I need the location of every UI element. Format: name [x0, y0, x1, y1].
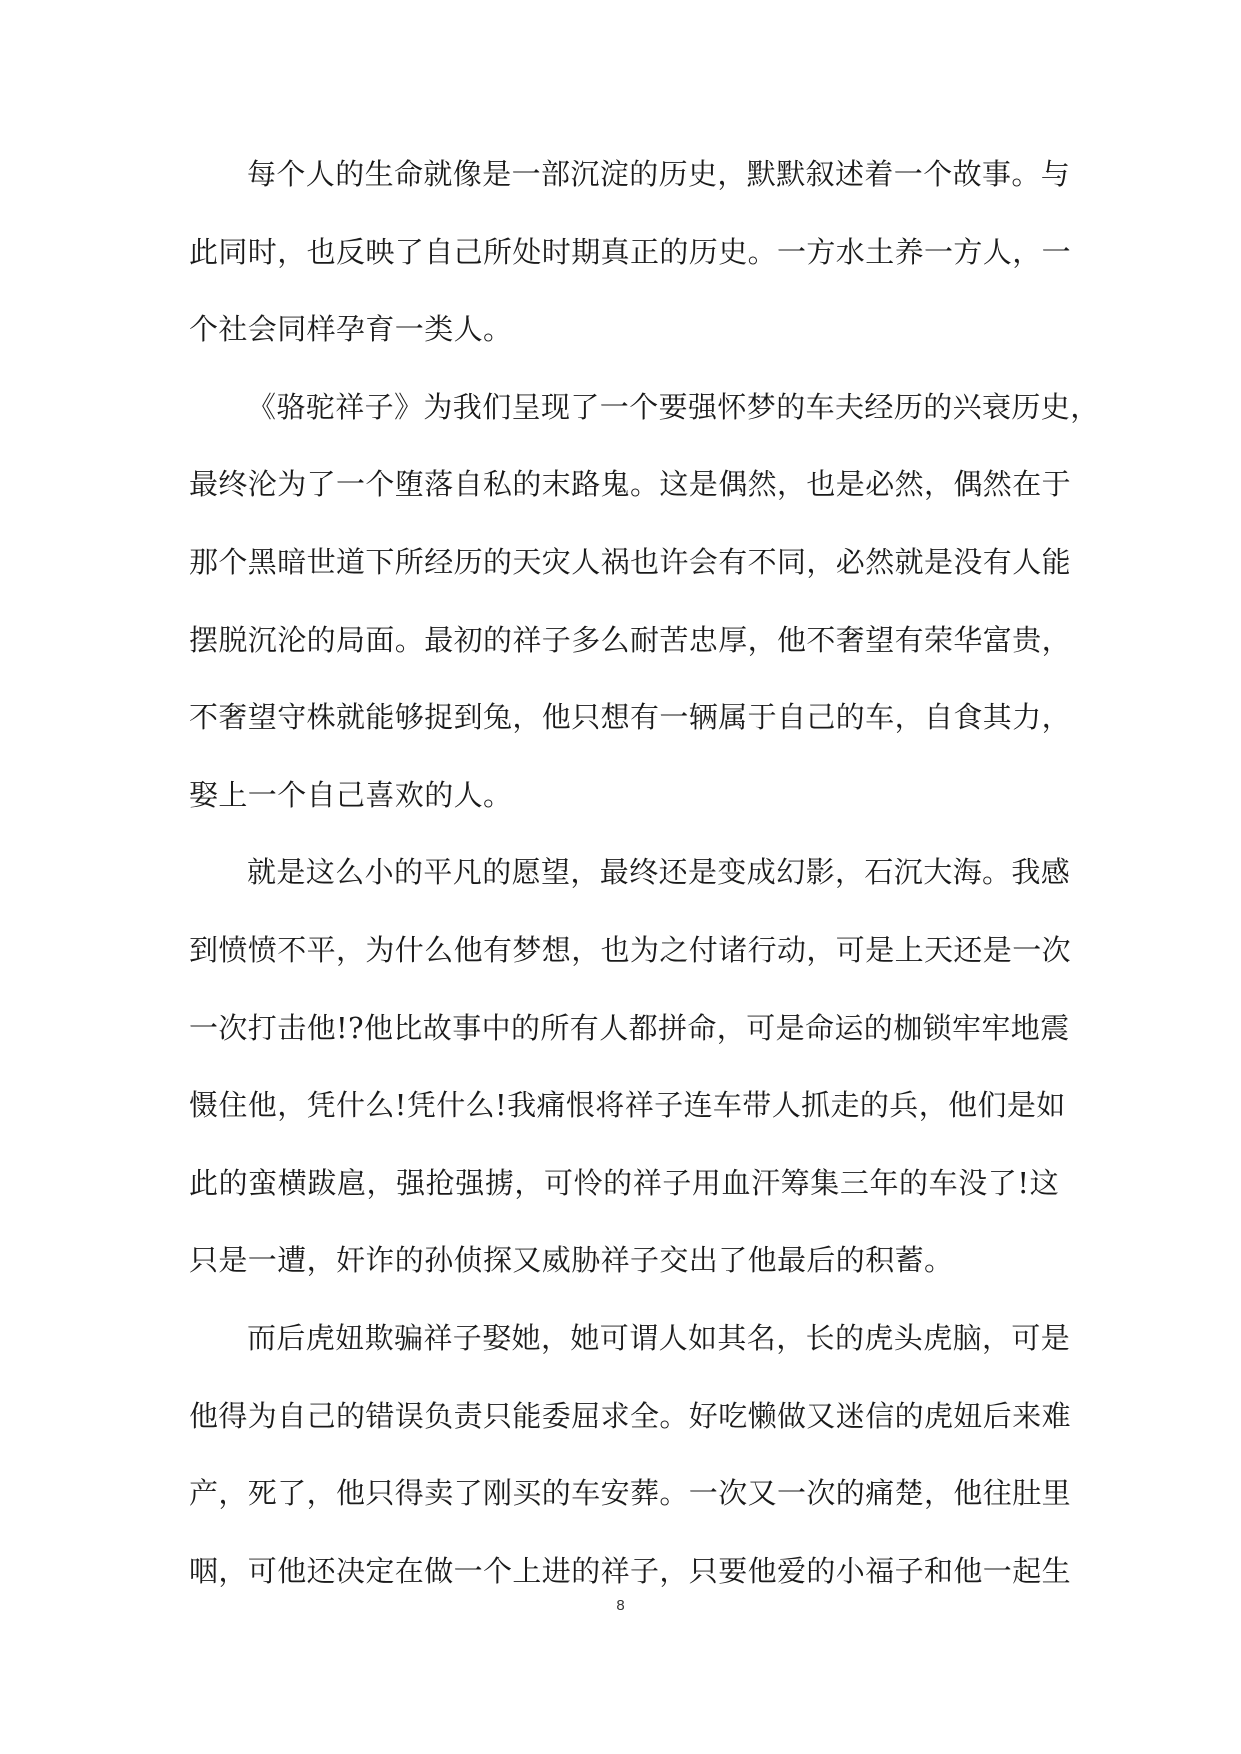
text-line: 慑住他，凭什么!凭什么!我痛恨将祥子连车带人抓走的兵，他们是如: [189, 1088, 1066, 1123]
text-line: 摆脱沉沦的局面。最初的祥子多么耐苦忠厚，他不奢望有荣华富贵，: [189, 622, 1072, 657]
paragraph-4: [189, 1300, 1072, 1610]
paragraph-2: [189, 369, 1100, 835]
text-line: 他得为自己的错误负责只能委屈求全。好吃懒做又迷信的虎妞后来难: [189, 1398, 1072, 1433]
body-text: [189, 136, 1100, 1610]
text-line: 《骆驼祥子》为我们呈现了一个要强怀梦的车夫经历的兴衰历史，: [247, 389, 1100, 424]
paragraph-3: [189, 834, 1072, 1300]
text-line: 到愤愤不平，为什么他有梦想，也为之付诸行动，可是上天还是一次: [189, 932, 1072, 967]
text-line: 一次打击他!?他比故事中的所有人都拼命，可是命运的枷锁牢牢地震: [189, 1010, 1070, 1045]
paragraph-1: [189, 136, 1072, 369]
text-line: 个社会同样孕育一类人。: [189, 312, 513, 347]
text-line: 每个人的生命就像是一部沉淀的历史，默默叙述着一个故事。与: [247, 157, 1071, 191]
text-line: 最终沦为了一个堕落自私的末路鬼。这是偶然，也是必然，偶然在于: [189, 467, 1072, 502]
text-line: 此的蛮横跋扈，强抢强掳，可怜的祥子用血汗筹集三年的车没了!这: [189, 1165, 1059, 1200]
text-line: 只是一遭，奸诈的孙侦探又威胁祥子交出了他最后的积蓄。: [189, 1243, 954, 1278]
text-line: 咽，可他还决定在做一个上进的祥子，只要他爱的小福子和他一起生: [189, 1553, 1072, 1588]
text-line: 而后虎妞欺骗祥子娶她，她可谓人如其名，长的虎头虎脑，可是: [247, 1320, 1071, 1355]
text-line: 产，死了，他只得卖了刚买的车安葬。一次又一次的痛楚，他往肚里: [189, 1476, 1072, 1511]
text-line: 那个黑暗世道下所经历的天灾人祸也许会有不同，必然就是没有人能: [189, 544, 1072, 579]
text-line: 就是这么小的平凡的愿望，最终还是变成幻影，石沉大海。我感: [247, 855, 1071, 890]
page-number: 8: [616, 1597, 625, 1614]
text-line: 不奢望守株就能够捉到兔，他只想有一辆属于自己的车，自食其力，: [189, 700, 1072, 735]
text-line: 此同时，也反映了自己所处时期真正的历史。一方水土养一方人，一: [189, 234, 1072, 269]
text-line: 娶上一个自己喜欢的人。: [189, 777, 513, 812]
